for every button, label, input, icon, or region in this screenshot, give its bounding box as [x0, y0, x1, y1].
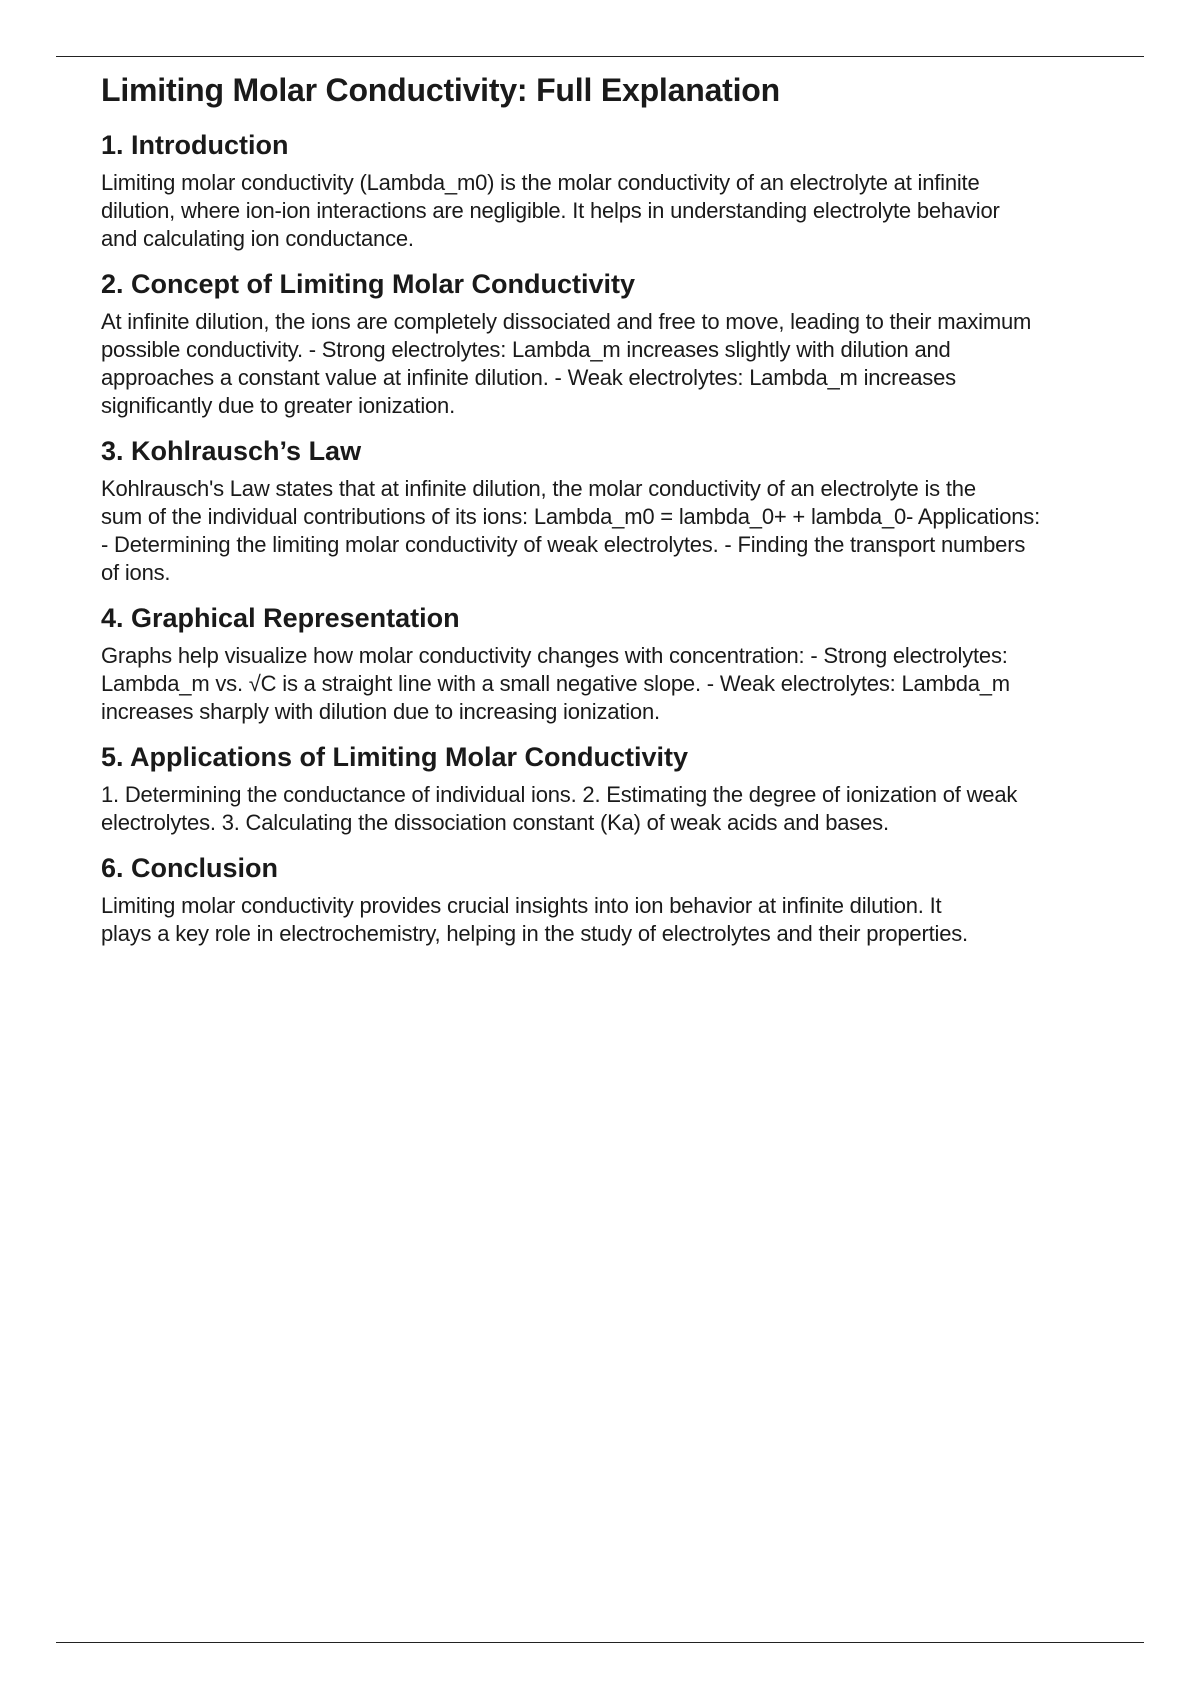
section-kohlrausch-law	[101, 434, 1181, 587]
section-body: At infinite dilution, the ions are completely dissociated and free to move, leading to their maximum possible conductivity. - Strong electrolytes: Lambda_m increases slightly with dilution and approaches a constant value at infinite dilution. - Weak electrolytes: Lambda_m increases significantly due to greater ionization.	[101, 309, 1032, 418]
top-rule	[56, 56, 1144, 57]
section-applications	[101, 740, 1181, 837]
section-heading: 5. Applications of Limiting Molar Conductivity	[101, 742, 689, 772]
section-body: Graphs help visualize how molar conductivity changes with concentration: - Strong electrolytes: Lambda_m vs. √C is a straight line with a small negative slope. - Weak electrolytes: Lambda_m increases sharply with dilution due to increasing ionization.	[101, 643, 1010, 724]
section-body: Limiting molar conductivity (Lambda_m0) is the molar conductivity of an electrolyte at infinite dilution, where ion-ion interactions are negligible. It helps in understanding electrolyte behavior and calculating ion conductance.	[101, 170, 1000, 251]
section-heading: 1. Introduction	[101, 130, 289, 160]
document-title: Limiting Molar Conductivity: Full Explanation	[101, 72, 781, 108]
section-body: 1. Determining the conductance of individual ions. 2. Estimating the degree of ionization of weak electrolytes. 3. Calculating the dissociation constant (Ka) of weak acids and bases.	[101, 782, 1018, 835]
section-heading: 6. Conclusion	[101, 853, 279, 883]
section-heading: 2. Concept of Limiting Molar Conductivity	[101, 269, 636, 299]
section-body: Limiting molar conductivity provides crucial insights into ion behavior at infinite dilution. It plays a key role in electrochemistry, helping in the study of electrolytes and their properties.	[101, 893, 968, 946]
section-conclusion	[101, 851, 1181, 948]
section-concept	[101, 267, 1181, 420]
section-heading: 4. Graphical Representation	[101, 603, 460, 633]
bottom-rule	[56, 1642, 1144, 1643]
section-body: Kohlrausch's Law states that at infinite dilution, the molar conductivity of an electrolyte is the sum of the individual contributions of its ions: Lambda_m0 = lambda_0+ + lambda_0- Applications: - Determining the limiting molar conductivity of weak electrolytes. - Finding the transport numbers of ions.	[101, 476, 1040, 585]
section-graphical-representation	[101, 601, 1181, 726]
document-content	[101, 68, 1181, 948]
section-heading: 3. Kohlrausch’s Law	[101, 436, 362, 466]
section-introduction	[101, 128, 1181, 253]
